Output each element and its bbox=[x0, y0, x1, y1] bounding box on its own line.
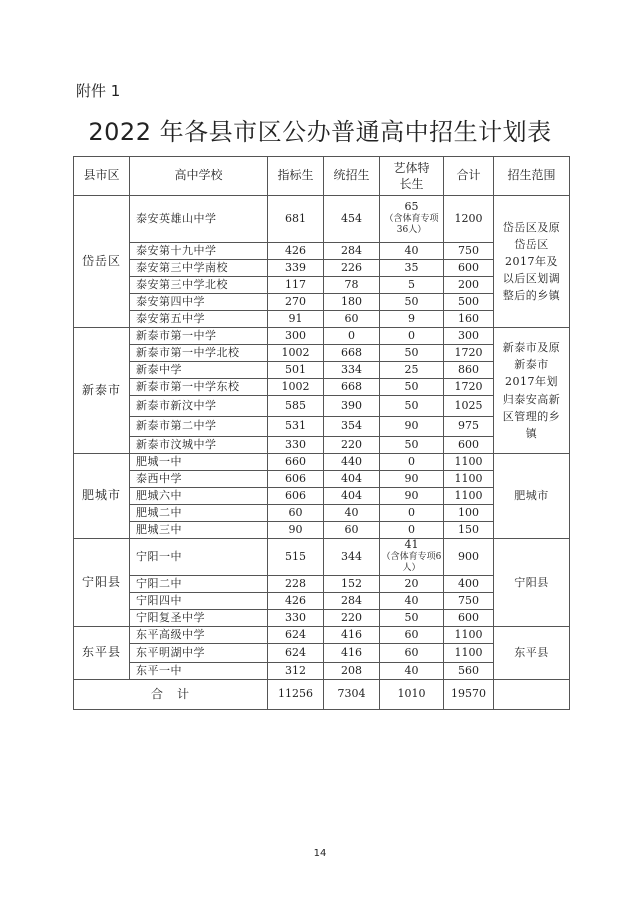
enrollment-plan-table bbox=[73, 156, 570, 710]
quota-cell: 270 bbox=[268, 294, 324, 311]
quota-cell: 515 bbox=[268, 539, 324, 576]
unified-cell: 78 bbox=[324, 277, 380, 294]
unified-cell: 60 bbox=[324, 522, 380, 539]
school-name-cell: 东平高级中学 bbox=[130, 627, 268, 644]
quota-cell: 91 bbox=[268, 311, 324, 328]
total-cell: 160 bbox=[444, 311, 494, 328]
quota-cell: 624 bbox=[268, 627, 324, 644]
quota-cell: 681 bbox=[268, 196, 324, 243]
school-name-cell: 泰安英雄山中学 bbox=[130, 196, 268, 243]
art-value: 50 bbox=[404, 610, 419, 624]
art-value: 60 bbox=[404, 645, 419, 659]
unified-cell: 668 bbox=[324, 379, 380, 396]
school-name-cell: 东平明湖中学 bbox=[130, 644, 268, 663]
unified-cell: 220 bbox=[324, 610, 380, 627]
school-name-cell: 新泰市第一中学东校 bbox=[130, 379, 268, 396]
school-name-cell: 宁阳复圣中学 bbox=[130, 610, 268, 627]
unified-cell: 180 bbox=[324, 294, 380, 311]
unified-cell: 404 bbox=[324, 471, 380, 488]
art-value: 0 bbox=[408, 328, 415, 342]
summary-empty-cell bbox=[494, 680, 570, 710]
quota-cell: 606 bbox=[268, 471, 324, 488]
art-value: 50 bbox=[404, 437, 419, 451]
quota-cell: 339 bbox=[268, 260, 324, 277]
unified-cell: 404 bbox=[324, 488, 380, 505]
art-cell bbox=[380, 328, 444, 345]
quota-cell: 60 bbox=[268, 505, 324, 522]
school-name-cell: 泰安第三中学北校 bbox=[130, 277, 268, 294]
unified-cell: 390 bbox=[324, 396, 380, 417]
quota-cell: 330 bbox=[268, 437, 324, 454]
total-cell: 300 bbox=[444, 328, 494, 345]
art-cell bbox=[380, 396, 444, 417]
col-header: 合计 bbox=[444, 157, 494, 196]
table-row bbox=[74, 627, 570, 644]
total-cell: 1100 bbox=[444, 644, 494, 663]
total-cell: 1100 bbox=[444, 627, 494, 644]
quota-cell: 426 bbox=[268, 593, 324, 610]
art-value: 0 bbox=[408, 454, 415, 468]
county-cell: 东平县 bbox=[74, 627, 130, 680]
unified-cell: 284 bbox=[324, 243, 380, 260]
art-cell bbox=[380, 488, 444, 505]
col-header: 艺体特长生 bbox=[380, 157, 444, 196]
school-name-cell: 泰安第三中学南校 bbox=[130, 260, 268, 277]
school-name-cell: 东平一中 bbox=[130, 663, 268, 680]
unified-cell: 416 bbox=[324, 644, 380, 663]
unified-cell: 0 bbox=[324, 328, 380, 345]
county-cell: 宁阳县 bbox=[74, 539, 130, 627]
col-header: 统招生 bbox=[324, 157, 380, 196]
art-value: 35 bbox=[404, 260, 419, 274]
art-note: （含体育专项6人） bbox=[381, 551, 442, 574]
col-header: 指标生 bbox=[268, 157, 324, 196]
art-value: 90 bbox=[404, 471, 419, 485]
art-cell bbox=[380, 294, 444, 311]
art-value: 0 bbox=[408, 522, 415, 536]
school-name-cell: 新泰市第一中学北校 bbox=[130, 345, 268, 362]
art-value: 40 bbox=[404, 593, 419, 607]
quota-cell: 312 bbox=[268, 663, 324, 680]
summary-art: 1010 bbox=[380, 680, 444, 710]
quota-cell: 660 bbox=[268, 454, 324, 471]
art-value: 65 bbox=[404, 199, 419, 213]
summary-total: 19570 bbox=[444, 680, 494, 710]
art-value: 50 bbox=[404, 379, 419, 393]
unified-cell: 284 bbox=[324, 593, 380, 610]
unified-cell: 344 bbox=[324, 539, 380, 576]
enrollment-range-cell: 宁阳县 bbox=[494, 539, 570, 627]
table-header-row bbox=[74, 157, 570, 196]
art-cell bbox=[380, 610, 444, 627]
enrollment-range-cell: 东平县 bbox=[494, 627, 570, 680]
art-cell bbox=[380, 663, 444, 680]
art-note: （含体育专项36人） bbox=[384, 213, 439, 236]
art-cell bbox=[380, 417, 444, 437]
art-cell bbox=[380, 196, 444, 243]
art-cell bbox=[380, 277, 444, 294]
school-name-cell: 泰安第十九中学 bbox=[130, 243, 268, 260]
enrollment-range-cell: 岱岳区及原岱岳区2017年及以后区划调整后的乡镇 bbox=[494, 196, 570, 328]
total-cell: 600 bbox=[444, 610, 494, 627]
art-cell bbox=[380, 539, 444, 576]
total-cell: 1720 bbox=[444, 345, 494, 362]
quota-cell: 426 bbox=[268, 243, 324, 260]
unified-cell: 416 bbox=[324, 627, 380, 644]
school-name-cell: 肥城二中 bbox=[130, 505, 268, 522]
school-name-cell: 新泰市新汶中学 bbox=[130, 396, 268, 417]
art-cell bbox=[380, 627, 444, 644]
total-cell: 1100 bbox=[444, 454, 494, 471]
unified-cell: 226 bbox=[324, 260, 380, 277]
total-cell: 1720 bbox=[444, 379, 494, 396]
art-cell bbox=[380, 576, 444, 593]
total-cell: 1025 bbox=[444, 396, 494, 417]
quota-cell: 90 bbox=[268, 522, 324, 539]
county-cell: 新泰市 bbox=[74, 328, 130, 454]
art-cell bbox=[380, 454, 444, 471]
total-cell: 750 bbox=[444, 593, 494, 610]
art-value: 9 bbox=[408, 311, 415, 325]
school-name-cell: 新泰市汶城中学 bbox=[130, 437, 268, 454]
art-cell bbox=[380, 345, 444, 362]
art-value: 40 bbox=[404, 243, 419, 257]
summary-quota: 11256 bbox=[268, 680, 324, 710]
summary-row bbox=[74, 680, 570, 710]
quota-cell: 606 bbox=[268, 488, 324, 505]
quota-cell: 1002 bbox=[268, 345, 324, 362]
school-name-cell: 新泰中学 bbox=[130, 362, 268, 379]
school-name-cell: 肥城一中 bbox=[130, 454, 268, 471]
art-value: 90 bbox=[404, 488, 419, 502]
table-row bbox=[74, 328, 570, 345]
art-value: 41 bbox=[404, 538, 419, 551]
school-name-cell: 泰安第四中学 bbox=[130, 294, 268, 311]
school-name-cell: 肥城六中 bbox=[130, 488, 268, 505]
unified-cell: 440 bbox=[324, 454, 380, 471]
school-name-cell: 新泰市第一中学 bbox=[130, 328, 268, 345]
art-value: 50 bbox=[404, 398, 419, 412]
table-row bbox=[74, 196, 570, 243]
quota-cell: 501 bbox=[268, 362, 324, 379]
quota-cell: 228 bbox=[268, 576, 324, 593]
school-name-cell: 新泰市第二中学 bbox=[130, 417, 268, 437]
total-cell: 150 bbox=[444, 522, 494, 539]
total-cell: 900 bbox=[444, 539, 494, 576]
art-value: 40 bbox=[404, 663, 419, 677]
quota-cell: 624 bbox=[268, 644, 324, 663]
quota-cell: 1002 bbox=[268, 379, 324, 396]
unified-cell: 354 bbox=[324, 417, 380, 437]
art-value: 60 bbox=[404, 627, 419, 641]
art-cell bbox=[380, 522, 444, 539]
unified-cell: 208 bbox=[324, 663, 380, 680]
table-row bbox=[74, 454, 570, 471]
art-cell bbox=[380, 644, 444, 663]
quota-cell: 300 bbox=[268, 328, 324, 345]
school-name-cell: 宁阳二中 bbox=[130, 576, 268, 593]
total-cell: 1100 bbox=[444, 471, 494, 488]
art-value: 20 bbox=[404, 576, 419, 590]
total-cell: 100 bbox=[444, 505, 494, 522]
art-cell bbox=[380, 243, 444, 260]
total-cell: 600 bbox=[444, 437, 494, 454]
school-name-cell: 泰安第五中学 bbox=[130, 311, 268, 328]
unified-cell: 152 bbox=[324, 576, 380, 593]
enrollment-range-cell: 新泰市及原新泰市2017年划归泰安高新区管理的乡镇 bbox=[494, 328, 570, 454]
total-cell: 560 bbox=[444, 663, 494, 680]
page-number: 14 bbox=[313, 848, 327, 859]
total-cell: 400 bbox=[444, 576, 494, 593]
col-header: 县市区 bbox=[74, 157, 130, 196]
quota-cell: 330 bbox=[268, 610, 324, 627]
art-value: 90 bbox=[404, 419, 419, 433]
summary-label: 合 计 bbox=[74, 680, 268, 710]
county-cell: 岱岳区 bbox=[74, 196, 130, 328]
school-name-cell: 宁阳四中 bbox=[130, 593, 268, 610]
quota-cell: 117 bbox=[268, 277, 324, 294]
col-header: 招生范围 bbox=[494, 157, 570, 196]
art-value: 50 bbox=[404, 345, 419, 359]
enrollment-range-cell: 肥城市 bbox=[494, 454, 570, 539]
unified-cell: 454 bbox=[324, 196, 380, 243]
total-cell: 200 bbox=[444, 277, 494, 294]
art-cell bbox=[380, 311, 444, 328]
unified-cell: 60 bbox=[324, 311, 380, 328]
school-name-cell: 宁阳一中 bbox=[130, 539, 268, 576]
art-value: 50 bbox=[404, 294, 419, 308]
county-cell: 肥城市 bbox=[74, 454, 130, 539]
school-name-cell: 肥城三中 bbox=[130, 522, 268, 539]
table-row bbox=[74, 539, 570, 576]
total-cell: 1200 bbox=[444, 196, 494, 243]
total-cell: 600 bbox=[444, 260, 494, 277]
attachment-label: 附件 1 bbox=[76, 82, 121, 100]
art-cell bbox=[380, 471, 444, 488]
unified-cell: 668 bbox=[324, 345, 380, 362]
unified-cell: 220 bbox=[324, 437, 380, 454]
total-cell: 860 bbox=[444, 362, 494, 379]
page-title: 2022 年各县市区公办普通高中招生计划表 bbox=[88, 118, 552, 146]
school-name-cell: 泰西中学 bbox=[130, 471, 268, 488]
art-cell bbox=[380, 260, 444, 277]
quota-cell: 531 bbox=[268, 417, 324, 437]
art-cell bbox=[380, 362, 444, 379]
total-cell: 975 bbox=[444, 417, 494, 437]
art-cell bbox=[380, 593, 444, 610]
art-value: 5 bbox=[408, 277, 415, 291]
art-value: 25 bbox=[404, 362, 419, 376]
art-cell bbox=[380, 505, 444, 522]
total-cell: 750 bbox=[444, 243, 494, 260]
col-header: 高中学校 bbox=[130, 157, 268, 196]
total-cell: 1100 bbox=[444, 488, 494, 505]
art-cell bbox=[380, 379, 444, 396]
art-cell bbox=[380, 437, 444, 454]
unified-cell: 334 bbox=[324, 362, 380, 379]
total-cell: 500 bbox=[444, 294, 494, 311]
summary-unified: 7304 bbox=[324, 680, 380, 710]
art-value: 0 bbox=[408, 505, 415, 519]
quota-cell: 585 bbox=[268, 396, 324, 417]
unified-cell: 40 bbox=[324, 505, 380, 522]
